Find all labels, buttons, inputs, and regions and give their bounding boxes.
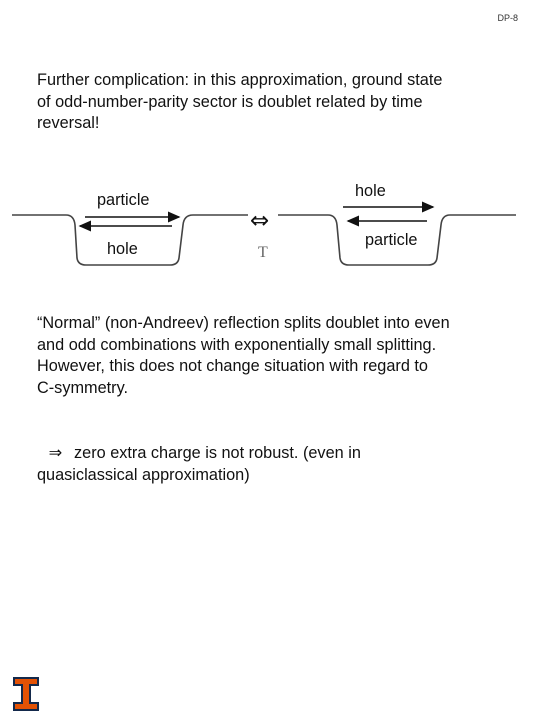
intro-paragraph	[37, 70, 442, 135]
conclusion-paragraph	[37, 442, 361, 486]
right-top-label: hole	[355, 182, 386, 200]
university-logo-icon	[12, 676, 40, 712]
intro-line: Further complication: in this approximation, ground state	[37, 71, 443, 89]
intro-line: reversal!	[37, 114, 100, 132]
conclusion-line	[37, 442, 361, 465]
well-profile-graphic	[0, 170, 540, 280]
paragraph-line: “Normal” (non-Andreev) reflection splits doublet into even	[37, 314, 450, 332]
normal-reflection-paragraph	[37, 313, 450, 399]
left-top-label: particle	[97, 191, 150, 209]
slide-number: DP-8	[497, 13, 518, 23]
paragraph-line: However, this does not change situation with regard to	[37, 357, 428, 375]
intro-line: of odd-number-parity sector is doublet related by time	[37, 92, 423, 111]
andreev-well-diagram	[0, 170, 540, 280]
symmetry-double-arrow-icon: ⇔	[250, 208, 270, 234]
left-bottom-label: hole	[107, 240, 138, 258]
time-reversal-label: T	[258, 244, 268, 261]
conclusion-line: quasiclassical approximation)	[37, 465, 250, 484]
paragraph-line: and odd combinations with exponentially small splitting.	[37, 335, 437, 354]
implies-arrow-icon: ⇒	[48, 443, 63, 462]
right-bottom-label: particle	[365, 231, 418, 249]
paragraph-line: C-symmetry.	[37, 378, 129, 397]
conclusion-text: zero extra charge is not robust. (even in	[74, 444, 361, 462]
